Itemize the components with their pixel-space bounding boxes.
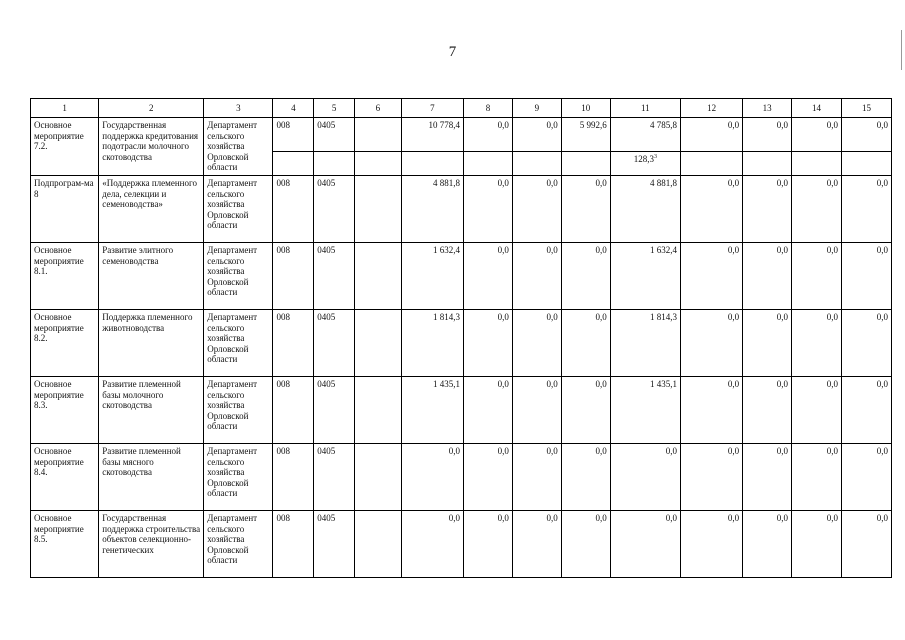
cell-description: Развитие элитного семеноводства bbox=[99, 243, 204, 310]
cell-c15: 0,0 bbox=[841, 310, 891, 377]
cell-department: Департамент сельского хозяйства Орловской области bbox=[204, 118, 273, 176]
cell-c12: 0,0 bbox=[681, 243, 743, 310]
cell-c9: 0,0 bbox=[512, 243, 561, 310]
cell-c10: 0,0 bbox=[561, 310, 610, 377]
cell-description: «Поддержка племенного дела, селекции и семеноводства» bbox=[99, 176, 204, 243]
cell-total: 1 435,1 bbox=[401, 377, 463, 444]
cell-c14: 0,0 bbox=[792, 310, 842, 377]
col-header-4: 4 bbox=[273, 99, 314, 118]
cell-c12: 0,0 bbox=[681, 511, 743, 578]
cell-c6 bbox=[354, 118, 401, 152]
cell-c10: 0,0 bbox=[561, 511, 610, 578]
cell-c8: 0,0 bbox=[463, 511, 512, 578]
cell-c13: 0,0 bbox=[743, 310, 792, 377]
cell-c8: 0,0 bbox=[463, 377, 512, 444]
subcell-c10 bbox=[561, 152, 610, 176]
cell-c8: 0,0 bbox=[463, 176, 512, 243]
table-row bbox=[31, 310, 892, 377]
subcell-c13 bbox=[743, 152, 792, 176]
col-header-15: 15 bbox=[841, 99, 891, 118]
cell-c8: 0,0 bbox=[463, 243, 512, 310]
table-row bbox=[31, 118, 892, 152]
table-row bbox=[31, 511, 892, 578]
subcell-c11 bbox=[610, 152, 680, 176]
cell-c6 bbox=[354, 444, 401, 511]
cell-c11: 0,0 bbox=[610, 511, 680, 578]
cell-c9: 0,0 bbox=[512, 511, 561, 578]
cell-c15: 0,0 bbox=[841, 377, 891, 444]
subcell-c9 bbox=[512, 152, 561, 176]
cell-code: 008 bbox=[273, 243, 314, 310]
cell-activity: Основное мероприятие 8.3. bbox=[31, 377, 99, 444]
cell-c12: 0,0 bbox=[681, 310, 743, 377]
cell-c11: 0,0 bbox=[610, 444, 680, 511]
cell-description: Развитие племенной базы молочного скотоводства bbox=[99, 377, 204, 444]
col-header-10: 10 bbox=[561, 99, 610, 118]
cell-c9: 0,0 bbox=[512, 176, 561, 243]
cell-total: 4 881,8 bbox=[401, 176, 463, 243]
cell-total: 0,0 bbox=[401, 444, 463, 511]
table-row bbox=[31, 444, 892, 511]
col-header-9: 9 bbox=[512, 99, 561, 118]
cell-description: Развитие племенной базы мясного скотоводства bbox=[99, 444, 204, 511]
cell-c15: 0,0 bbox=[841, 176, 891, 243]
cell-total: 1 632,4 bbox=[401, 243, 463, 310]
cell-c12: 0,0 bbox=[681, 377, 743, 444]
cell-section: 0405 bbox=[314, 511, 355, 578]
subcell-c11-value: 128,3 bbox=[633, 154, 654, 164]
cell-c14: 0,0 bbox=[792, 176, 842, 243]
cell-c8: 0,0 bbox=[463, 310, 512, 377]
page-number: 7 bbox=[448, 44, 457, 60]
cell-activity: Подпрограм-ма 8 bbox=[31, 176, 99, 243]
cell-c14: 0,0 bbox=[792, 511, 842, 578]
cell-c9: 0,0 bbox=[512, 118, 561, 152]
cell-description: Государственная поддержка кредитования подотрасли молочного скотоводства bbox=[99, 118, 204, 176]
cell-c13: 0,0 bbox=[743, 243, 792, 310]
cell-c14: 0,0 bbox=[792, 444, 842, 511]
cell-code: 008 bbox=[273, 176, 314, 243]
cell-code: 008 bbox=[273, 377, 314, 444]
cell-c12: 0,0 bbox=[681, 176, 743, 243]
col-header-12: 12 bbox=[681, 99, 743, 118]
cell-code: 008 bbox=[273, 511, 314, 578]
cell-c11: 4 785,8 bbox=[610, 118, 680, 152]
cell-c13: 0,0 bbox=[743, 118, 792, 152]
col-header-8: 8 bbox=[463, 99, 512, 118]
cell-c13: 0,0 bbox=[743, 176, 792, 243]
cell-c6 bbox=[354, 511, 401, 578]
col-header-5: 5 bbox=[314, 99, 355, 118]
cell-c11: 1 632,4 bbox=[610, 243, 680, 310]
cell-c14: 0,0 bbox=[792, 377, 842, 444]
cell-c15: 0,0 bbox=[841, 243, 891, 310]
cell-activity: Основное мероприятие 8.1. bbox=[31, 243, 99, 310]
cell-c13: 0,0 bbox=[743, 377, 792, 444]
cell-section: 0405 bbox=[314, 243, 355, 310]
col-header-7: 7 bbox=[401, 99, 463, 118]
cell-c9: 0,0 bbox=[512, 310, 561, 377]
cell-c15: 0,0 bbox=[841, 444, 891, 511]
cell-c6 bbox=[354, 377, 401, 444]
cell-section: 0405 bbox=[314, 118, 355, 152]
cell-c8: 0,0 bbox=[463, 118, 512, 152]
cell-department: Департамент сельского хозяйства Орловской области bbox=[204, 176, 273, 243]
cell-c13: 0,0 bbox=[743, 444, 792, 511]
col-header-13: 13 bbox=[743, 99, 792, 118]
col-header-2: 2 bbox=[99, 99, 204, 118]
cell-description: Государственная поддержка строительства объектов селекционно-генетических bbox=[99, 511, 204, 578]
cell-c10: 0,0 bbox=[561, 377, 610, 444]
table-row bbox=[31, 243, 892, 310]
subcell-c8 bbox=[463, 152, 512, 176]
cell-c11: 1 814,3 bbox=[610, 310, 680, 377]
cell-c6 bbox=[354, 310, 401, 377]
col-header-3: 3 bbox=[204, 99, 273, 118]
cell-c11: 4 881,8 bbox=[610, 176, 680, 243]
cell-c9: 0,0 bbox=[512, 377, 561, 444]
subcell-c15 bbox=[841, 152, 891, 176]
cell-c13: 0,0 bbox=[743, 511, 792, 578]
cell-c11: 1 435,1 bbox=[610, 377, 680, 444]
cell-code: 008 bbox=[273, 118, 314, 152]
cell-c6 bbox=[354, 176, 401, 243]
cell-activity: Основное мероприятие 8.4. bbox=[31, 444, 99, 511]
header-row bbox=[31, 99, 892, 118]
col-header-6: 6 bbox=[354, 99, 401, 118]
footnote-marker: 3 bbox=[653, 154, 657, 160]
cell-code: 008 bbox=[273, 444, 314, 511]
cell-c12: 0,0 bbox=[681, 118, 743, 152]
table-row bbox=[31, 377, 892, 444]
cell-section: 0405 bbox=[314, 310, 355, 377]
cell-department: Департамент сельского хозяйства Орловской области bbox=[204, 243, 273, 310]
table-row bbox=[31, 176, 892, 243]
col-header-11: 11 bbox=[610, 99, 680, 118]
cell-c6 bbox=[354, 243, 401, 310]
cell-section: 0405 bbox=[314, 444, 355, 511]
subcell-c14 bbox=[792, 152, 842, 176]
cell-total: 1 814,3 bbox=[401, 310, 463, 377]
cell-c14: 0,0 bbox=[792, 118, 842, 152]
subcell-c12 bbox=[681, 152, 743, 176]
cell-activity: Основное мероприятие 7.2. bbox=[31, 118, 99, 176]
cell-c9: 0,0 bbox=[512, 444, 561, 511]
cell-c10: 0,0 bbox=[561, 444, 610, 511]
cell-description: Поддержка племенного животноводства bbox=[99, 310, 204, 377]
cell-c15: 0,0 bbox=[841, 511, 891, 578]
subcell-c7 bbox=[401, 152, 463, 176]
cell-total: 10 778,4 bbox=[401, 118, 463, 152]
cell-c10: 5 992,6 bbox=[561, 118, 610, 152]
cell-department: Департамент сельского хозяйства Орловской области bbox=[204, 377, 273, 444]
scan-edge-mark bbox=[901, 30, 902, 70]
cell-section: 0405 bbox=[314, 377, 355, 444]
col-header-1: 1 bbox=[31, 99, 99, 118]
cell-c15: 0,0 bbox=[841, 118, 891, 152]
col-header-14: 14 bbox=[792, 99, 842, 118]
cell-activity: Основное мероприятие 8.2. bbox=[31, 310, 99, 377]
subcell-c4 bbox=[273, 152, 314, 176]
cell-department: Департамент сельского хозяйства Орловской области bbox=[204, 511, 273, 578]
cell-c10: 0,0 bbox=[561, 243, 610, 310]
cell-total: 0,0 bbox=[401, 511, 463, 578]
cell-c10: 0,0 bbox=[561, 176, 610, 243]
cell-department: Департамент сельского хозяйства Орловской области bbox=[204, 310, 273, 377]
cell-activity: Основное мероприятие 8.5. bbox=[31, 511, 99, 578]
budget-table bbox=[30, 98, 892, 578]
cell-c12: 0,0 bbox=[681, 444, 743, 511]
cell-section: 0405 bbox=[314, 176, 355, 243]
subcell-c5 bbox=[314, 152, 355, 176]
subcell-c6 bbox=[354, 152, 401, 176]
cell-department: Департамент сельского хозяйства Орловской области bbox=[204, 444, 273, 511]
cell-c8: 0,0 bbox=[463, 444, 512, 511]
cell-c14: 0,0 bbox=[792, 243, 842, 310]
cell-code: 008 bbox=[273, 310, 314, 377]
